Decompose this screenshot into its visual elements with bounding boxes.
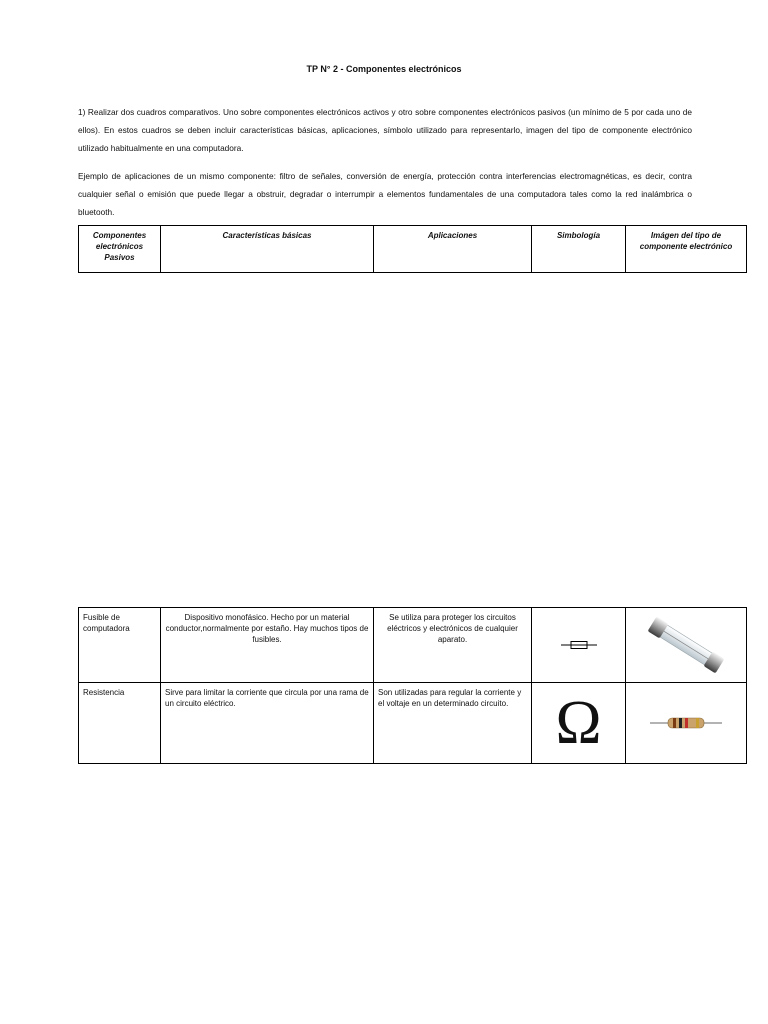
comparison-table-header (78, 225, 747, 273)
header-row (79, 226, 747, 273)
header-component: Componentes electrónicos Pasivos (79, 226, 161, 273)
component-image (626, 683, 747, 764)
component-name: Resistencia (79, 683, 161, 764)
instructions-paragraph: 1) Realizar dos cuadros comparativos. Uno sobre componentes electrónicos activos y otro sobre componentes electrónicos pasivos (un mínimo de 5 por cada uno de ellos). En estos cuadros se deben incluir características básicas, aplicaciones, símbolo utilizado para representarlo, imagen del tipo de componente electrónico utilizado habitualmente en una computadora. (78, 107, 692, 153)
glass-fuse-icon (644, 614, 728, 676)
header-image: Imágen del tipo de componente electrónico (626, 226, 747, 273)
table-row (79, 608, 747, 683)
comparison-table-body (78, 607, 747, 764)
fuse-symbol-icon (559, 638, 599, 652)
page-title: TP N° 2 - Componentes electrónicos (306, 64, 462, 74)
component-image (626, 608, 747, 683)
example-paragraph: Ejemplo de aplicaciones de un mismo componente: filtro de señales, conversión de energía, protección contra interferencias electromagnéticas, es decir, contra cualquier señal o emisión que puede llegar a obstruir, degradar o interrumpir a elementos fundamentales de una computadora tales como la red inalámbrica o bluetooth. (78, 171, 692, 217)
header-applications: Aplicaciones (374, 226, 532, 273)
header-features: Características básicas (161, 226, 374, 273)
component-applications: Se utiliza para proteger los circuitos eléctricos y electrónicos de cualquier aparato. (374, 608, 532, 683)
component-features: Dispositivo monofásico. Hecho por un material conductor,normalmente por estaño. Hay muchos tipos de fusibles. (161, 608, 374, 683)
component-symbol (532, 608, 626, 683)
component-symbol (532, 683, 626, 764)
table-row (79, 683, 747, 764)
component-features: Sirve para limitar la corriente que circula por una rama de un circuito eléctrico. (161, 683, 374, 764)
component-name: Fusible de computadora (79, 608, 161, 683)
header-symbol: Simbología (532, 226, 626, 273)
resistor-icon (648, 714, 724, 732)
component-applications: Son utilizadas para regular la corriente y el voltaje en un determinado circuito. (374, 683, 532, 764)
omega-symbol-icon: Ω (555, 689, 602, 757)
